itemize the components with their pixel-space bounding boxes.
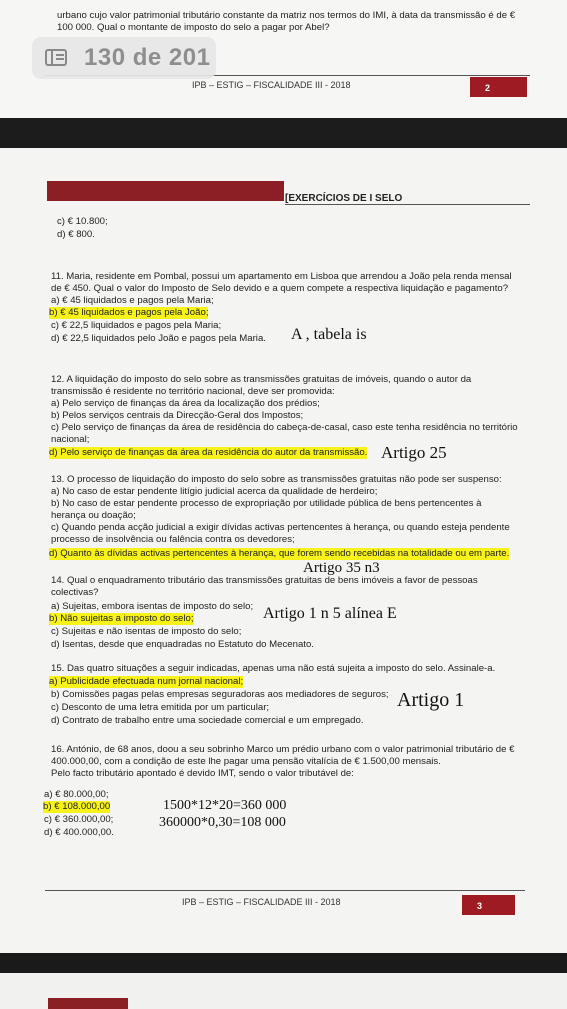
handwritten-note: Artigo 35 n3 (303, 560, 380, 576)
document-page (0, 148, 567, 953)
highlighted-answer: a) Publicidade efectuada num jornal nacional; (49, 676, 244, 687)
question-text: 400.000,00, com a condição de este lhe pagar uma pensão vitalícia de € 1.500,00 mensais. (51, 756, 441, 767)
option: a) Pelo serviço de finanças da área da localização dos prédios; (51, 398, 320, 409)
page-counter (32, 37, 216, 79)
option: d) € 22,5 liquidados pelo João e pagos pela Maria. (51, 333, 266, 344)
page-title: [EXERCÍCIOS DE I SELO (285, 193, 403, 204)
option: d) Contrato de trabalho entre uma sociedade comercial e um empregado. (51, 715, 364, 726)
option: nacional; (51, 434, 90, 445)
option: a) € 45 liquidados e pagos pela Maria; (51, 295, 214, 306)
option: d) € 400.000,00. (44, 827, 114, 838)
handwritten-calculation: 1500*12*20=360 000 (163, 798, 287, 813)
option: c) Sujeitas e não isentas de imposto do selo; (51, 626, 242, 637)
highlighted-answer: b) Não sujeitas a imposto do selo; (49, 613, 194, 624)
page-number-badge (462, 895, 515, 915)
page-gap (0, 953, 567, 973)
highlighted-answer: b) € 45 liquidados e pagos pela João; (49, 307, 209, 318)
option: processo de insolvência ou falência contra os devedores; (51, 534, 295, 545)
handwritten-note: Artigo 1 n 5 alínea E (263, 605, 397, 622)
page-counter-label: 130 de 201 (84, 44, 211, 71)
header-divider (285, 204, 530, 205)
page-footer: IPB – ESTIG – FISCALIDADE III - 2018 (182, 897, 341, 907)
option: a) € 80.000,00; (44, 789, 109, 800)
option: c) € 360.000,00; (44, 814, 114, 825)
handwritten-note: Artigo 25 (381, 443, 447, 462)
page-gap (0, 118, 567, 148)
option: b) No caso de estar pendente processo de expropriação por utilidade pública de bens pertencentes à (51, 498, 482, 509)
question-text: 15. Das quatro situações a seguir indicadas, apenas uma não está sujeita a imposto do selo. Assinale-a. (51, 663, 496, 674)
option: c) Quando penda acção judicial a exigir dívidas activas pertencentes à herança, ou quando esteja pendente (51, 522, 510, 533)
option: b) Pelos serviços centrais da Direcção-Geral dos Impostos; (51, 410, 304, 421)
option: c) € 10.800; (57, 216, 108, 227)
option: c) Pelo serviço de finanças da área de residência do cabeça-de-casal, caso este tenha residência no território (51, 422, 518, 433)
handwritten-note: A , tabela is (291, 326, 367, 343)
question-text: 12. A liquidação do imposto do selo sobre as transmissões gratuitas de imóveis, quando o autor da (51, 374, 472, 385)
handwritten-calculation: 360000*0,30=108 000 (159, 815, 286, 830)
page-footer: IPB – ESTIG – FISCALIDADE III - 2018 (192, 80, 351, 90)
option: b) Comissões pagas pelas empresas seguradoras aos mediadores de seguros; (51, 689, 389, 700)
question-text: 13. O processo de liquidação do imposto do selo sobre as transmissões gratuitas não pode ser suspenso: (51, 474, 502, 485)
footer-divider (45, 890, 525, 891)
question-text: colectivas? (51, 587, 99, 598)
page-number: 2 (485, 83, 491, 93)
highlighted-answer: d) Pelo serviço de finanças da área da residência do autor da transmissão. (49, 447, 368, 458)
option: a) Sujeitas, embora isentas de imposto do selo; (51, 601, 254, 612)
handwritten-note: Artigo 1 (397, 689, 465, 711)
page-number: 3 (477, 901, 483, 911)
highlighted-answer: d) Quanto às dívidas activas pertencentes à herança, que forem sendo recebidas na totalidade ou em parte. (49, 548, 510, 559)
question-text: Pelo facto tributário apontado é devido IMT, sendo o valor tributável de: (51, 768, 354, 779)
question-text: 16. António, de 68 anos, doou a seu sobrinho Marco um prédio urbano com o valor patrimonial tributário de € (51, 744, 515, 755)
header-bar (48, 998, 128, 1009)
question-text: transmissão é residente no território nacional, deve ser promovida: (51, 386, 335, 397)
question-text: 14. Qual o enquadramento tributário das transmissões gratuitas de bens imóveis a favor de pessoas (51, 575, 478, 586)
option: d) € 800. (57, 229, 95, 240)
option: a) No caso de estar pendente litígio judicial acerca da qualidade de herdeiro; (51, 486, 378, 497)
highlighted-answer: b) € 108.000,00 (43, 801, 111, 812)
header-bar (47, 181, 284, 201)
option: c) Desconto de uma letra emitida por um particular; (51, 702, 270, 713)
option: d) Isentas, desde que enquadradas no Estatuto do Mecenato. (51, 639, 314, 650)
question-text: de € 450. Qual o valor do Imposto de Selo devido e a quem compete a respectiva liquidação e pagamento? (51, 283, 509, 294)
page-number-badge (470, 77, 527, 97)
text-line: 100 000. Qual o montante de imposto do selo a pagar por Abel? (57, 22, 330, 33)
next-page (0, 973, 567, 1009)
question-text: 11. Maria, residente em Pombal, possui um apartamento em Lisboa que arrendou a João pela renda mensal (51, 271, 512, 282)
option: herança ou doação; (51, 510, 136, 521)
text-line: urbano cujo valor patrimonial tributário constante da matriz nos termos do IMI, à data da transmissão é de € (57, 10, 516, 21)
option: c) € 22,5 liquidados e pagos pela Maria; (51, 320, 222, 331)
book-icon (45, 49, 67, 66)
